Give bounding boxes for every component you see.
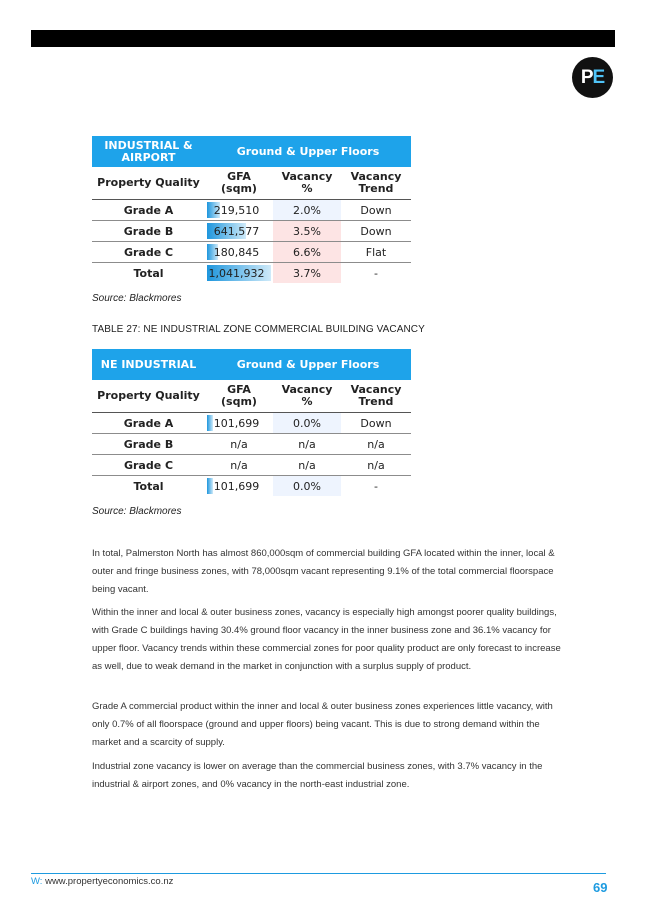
table1-source: Source: Blackmores [92,293,182,304]
industrial-airport-vacancy-table [92,136,411,283]
table27-caption: TABLE 27: NE INDUSTRIAL ZONE COMMERCIAL BUILDING VACANCY [92,324,425,335]
gfa-cell: 101,699 [205,476,273,497]
vacancy-cell: n/a [273,455,341,476]
table-row [92,263,411,284]
vacancy-cell: 0.0% [273,476,341,497]
trend-cell: n/a [341,434,411,455]
trend-cell: Flat [341,242,411,263]
vacancy-cell: 0.0% [273,413,341,434]
trend-cell: - [341,263,411,284]
quality-cell: Total [92,476,205,497]
ne-industrial-vacancy-table [92,349,411,496]
table-row [92,242,411,263]
quality-cell: Grade B [92,434,205,455]
table-row [92,413,411,434]
page-number: 69 [593,880,608,895]
column-header: Vacancy % [281,170,333,195]
gfa-bar [207,478,213,494]
header-bar [31,30,615,47]
vacancy-cell: 3.5% [273,221,341,242]
vacancy-cell: 3.7% [273,263,341,284]
trend-cell: Down [341,413,411,434]
column-header: GFA (sqm) [221,170,257,195]
table-row [92,221,411,242]
property-economics-logo: P E [572,57,613,98]
column-header: Vacancy Trend [350,383,402,408]
table2-source: Source: Blackmores [92,506,182,517]
gfa-cell: 1,041,932 [205,263,273,284]
gfa-cell: 101,699 [205,413,273,434]
table-header-zone: INDUSTRIAL & AIRPORT [92,136,205,167]
column-header: Vacancy % [281,383,333,408]
trend-cell: n/a [341,455,411,476]
quality-cell: Grade C [92,455,205,476]
body-paragraph: Grade A commercial product within the inner and local & outer business zones experiences little vacancy, with only 0.7% of all floorspace (ground and upper floors) being vacant. This is due to strong demand within the market and a scarcity of supply. [92,701,553,748]
gfa-cell: n/a [205,455,273,476]
body-paragraph: Within the inner and local & outer business zones, vacancy is especially high amongst poorer quality buildings, with Grade C buildings having 30.4% ground floor vacancy in the inner business zone and 36.1% vacancy for upper floor. Vacancy trends within these commercial zones for poor quality product are only forecast to increase as well, due to weak demand in the market in conjunction with a surplus supply of product. [92,607,561,672]
quality-cell: Grade C [92,242,205,263]
gfa-cell: n/a [205,434,273,455]
vacancy-cell: n/a [273,434,341,455]
gfa-bar [207,415,213,431]
quality-cell: Grade B [92,221,205,242]
table-header-floors: Ground & Upper Floors [205,136,411,167]
trend-cell: Down [341,200,411,221]
body-paragraph: Industrial zone vacancy is lower on average than the commercial business zones, with 3.7% vacancy in the industrial & airport zones, and 0% vacancy in the north-east industrial zone. [92,761,543,790]
column-header: Property Quality [97,176,200,189]
gfa-cell: 219,510 [205,200,273,221]
gfa-cell: 180,845 [205,242,273,263]
table-row [92,455,411,476]
column-header: Property Quality [97,389,200,402]
trend-cell: - [341,476,411,497]
footer-divider [31,873,606,874]
table-header-floors: Ground & Upper Floors [205,349,411,380]
footer-website[interactable]: W: www.propertyeconomics.co.nz [31,876,174,887]
vacancy-cell: 2.0% [273,200,341,221]
quality-cell: Grade A [92,413,205,434]
table-row [92,200,411,221]
column-header: GFA (sqm) [221,383,257,408]
quality-cell: Total [92,263,205,284]
gfa-cell: 641,577 [205,221,273,242]
table-row [92,476,411,497]
table-header-zone: NE INDUSTRIAL [92,349,205,380]
column-header: Vacancy Trend [350,170,402,195]
quality-cell: Grade A [92,200,205,221]
body-paragraph: In total, Palmerston North has almost 860,000sqm of commercial building GFA located within the inner, local & outer and fringe business zones, with 78,000sqm vacant representing 9.1% of the total commercial floorspace being vacant. [92,548,555,595]
table-row [92,434,411,455]
vacancy-cell: 6.6% [273,242,341,263]
trend-cell: Down [341,221,411,242]
